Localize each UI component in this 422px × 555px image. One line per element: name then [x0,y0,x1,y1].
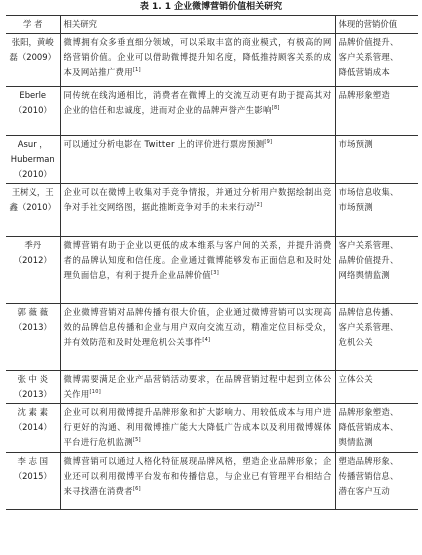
scholar-cell [6,304,60,371]
research-cell [60,34,335,87]
table-row [6,34,418,87]
citation-ref: [5] [132,437,141,443]
scholar-cell [6,237,60,304]
value-cell [335,453,418,510]
research-text: 微博营销有助于企业以更低的成本维系与客户间的关系，并提升消费者的品牌认知度和信任度。企业通过微博能够发布正面信息和及时处理负面信息，有利于提升企业品牌价值 [63,240,332,280]
value-line: 危机公关 [338,337,373,347]
value-cell [335,304,418,371]
research-text: 同传统在线沟通相比，消费者在微博上的交流互动更有助于提高其对企业的信任和忠诚度，进而对企业的品牌声誉产生影响 [63,90,332,115]
citation-ref: [2] [254,202,263,208]
table-row [6,184,418,237]
scholar-line: 鑫（2010） [9,202,56,212]
table-row [6,237,418,304]
table-row [6,136,418,184]
table-row [6,404,418,453]
research-text: 企业可以在微博上收集对手竞争情报，并通过分析用户数据绘制出竞争对手社交网络图，据此推断竞争对手的未来行动 [63,187,332,212]
value-line: 降低营销成本、 [338,422,399,432]
table-caption: 表 1. 1 企业微博营销价值相关研究 [139,2,283,12]
research-cell [60,237,335,304]
research-cell [60,184,335,237]
value-line: 品牌价值提升、 [338,37,399,47]
value-line: 市场预测 [338,139,373,149]
value-line: 降低营销成本 [338,67,390,77]
scholar-line: （2010） [13,105,52,115]
value-cell [335,87,418,136]
table-row [6,371,418,404]
table-row [6,87,418,136]
scholar-line: Huberman [10,154,55,164]
header-value: 体现的营销价值 [335,16,418,34]
scholar-line: 张 中 炎 [17,374,48,384]
scholar-line: Eberle [19,90,47,100]
value-line: 品牌信息传播、 [338,307,399,317]
scholar-line: 沈 素 素 [17,407,48,417]
scholar-line: 王树义，王 [11,187,54,197]
research-cell [60,453,335,510]
value-cell [335,371,418,404]
value-line: 客户关系管理、 [338,240,399,250]
value-cell [335,136,418,184]
citation-ref: [4] [202,337,211,343]
research-text: 企业微博营销对品牌传播有很大价值，企业通过微博营销可以实现高效的品牌信息传播和企业与用户双向交流互动，精准定位目标受众，并有效防范和及时处理危机公关事件 [63,307,332,347]
research-text: 微博需要满足企业产品营销活动要求，在品牌营销过程中起到立体公关作用 [63,374,332,399]
value-line: 塑造品牌形象、 [338,456,399,466]
scholar-cell [6,136,60,184]
research-cell [60,371,335,404]
scholar-line: 李 志 国 [17,456,48,466]
research-text: 可以通过分析电影在 Twitter 上的评价进行票房预测 [63,139,265,149]
table-row [6,304,418,371]
research-text: 企业可以利用微博提升品牌形象和扩大影响力、用较低成本与用户进行更好的沟通、利用微博推广能大大降低广告成本以及利用微博媒体平台进行危机监测 [63,407,332,447]
citation-ref: [8] [271,105,280,111]
citation-ref: [6] [132,486,141,492]
scholar-cell [6,453,60,510]
scholar-line: 季丹（2012） [13,240,52,265]
scholar-cell [6,87,60,136]
value-line: 市场信息收集、 [338,187,399,197]
scholar-line: Asur ， [17,139,48,149]
scholar-cell [6,184,60,237]
scholar-cell [6,34,60,87]
citation-ref: [10] [89,389,101,395]
value-line: 客户关系管理、 [338,322,399,332]
scholar-cell [6,371,60,404]
value-line: 品牌价值提升、 [338,255,399,265]
research-cell [60,304,335,371]
scholar-line: 郭 薇 薇 [17,307,48,317]
value-cell [335,184,418,237]
value-line: 客户关系管理、 [338,52,399,62]
research-text: 微博营销可以通过人格化特征展现品牌风格，塑造企业品牌形象；企业还可以利用微博平台发布和传播信息，与企业已有管理平台相结合来寻找潜在消费者 [63,456,332,496]
value-line: 舆情监测 [338,437,373,447]
scholar-line: （2010） [13,169,52,179]
value-line: 立体公关 [338,374,373,384]
table-row [6,453,418,510]
table-body [6,34,418,510]
value-line: 品牌形象塑造、 [338,407,399,417]
citation-ref: [9] [264,139,273,145]
scholar-line: 磊（2009） [9,52,56,62]
research-cell [60,136,335,184]
value-line: 潜在客户互动 [338,486,390,496]
value-cell [335,34,418,87]
value-cell [335,404,418,453]
scholar-line: （2015） [13,471,52,481]
value-line: 传播营销信息、 [338,471,399,481]
table-header-row [6,16,418,34]
value-cell [335,237,418,304]
value-line: 市场预测 [338,202,373,212]
research-cell [60,87,335,136]
research-text: 微博拥有众多垂直细分领域，可以采取丰富的商业模式，有极高的网络营销价值。企业可以借助微博提升知名度，降低推持顾客关系的成本及网站推广费用 [63,37,332,77]
citation-ref: [1] [132,67,141,73]
scholar-line: （2014） [13,422,52,432]
value-line: 网络舆情监测 [338,270,390,280]
scholar-line: （2013） [13,389,52,399]
research-cell [60,404,335,453]
header-scholar: 学 者 [6,16,60,34]
scholar-line: 张阳，黄峻 [11,37,54,47]
scholar-cell [6,404,60,453]
header-research: 相关研究 [60,16,335,34]
research-table [6,15,418,510]
scholar-line: （2013） [13,322,52,332]
value-line: 品牌形象塑造 [338,90,390,100]
citation-ref: [3] [210,270,219,276]
